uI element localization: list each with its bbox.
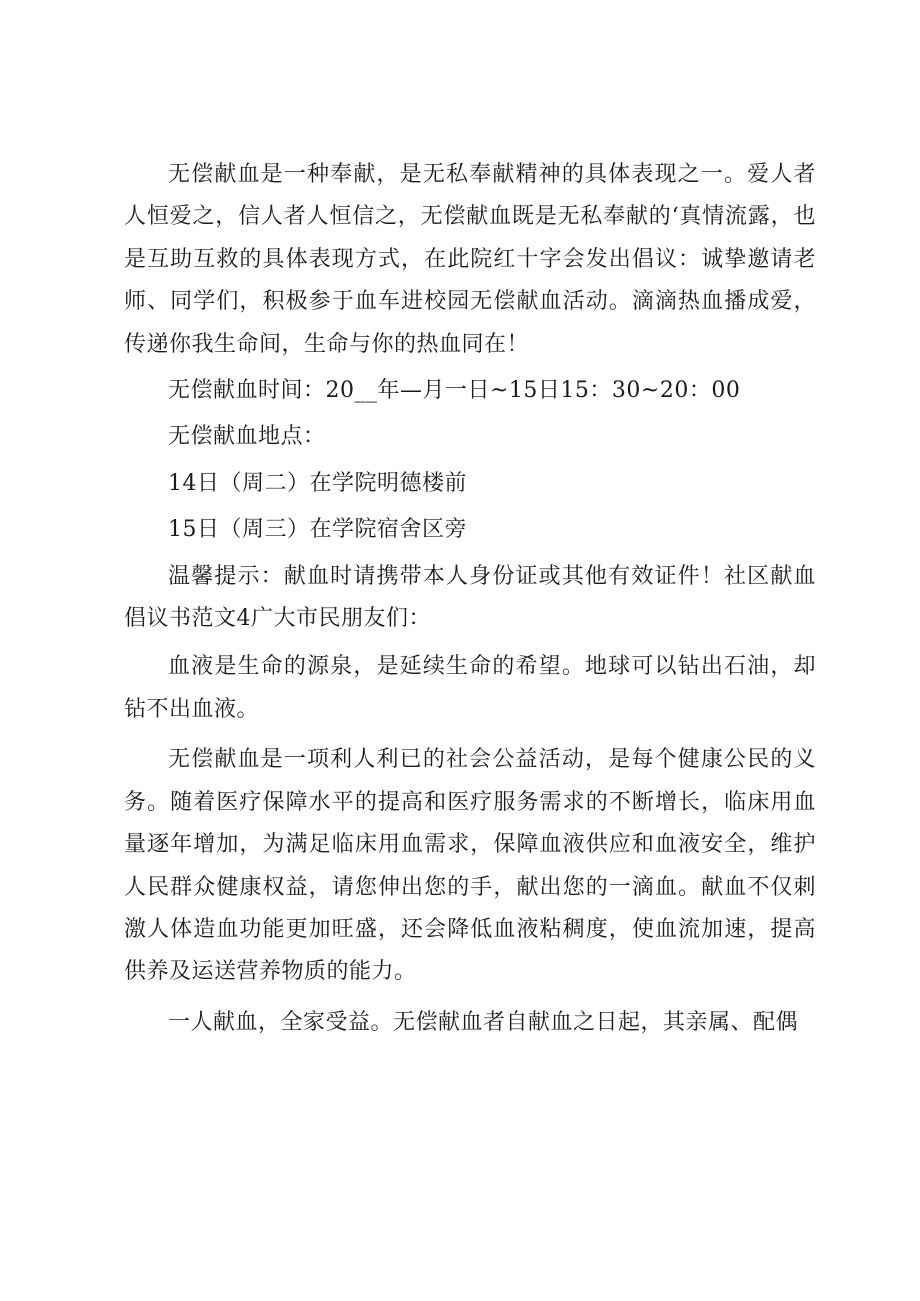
paragraph-intro: 无偿献血是一种奉献，是无私奉献精神的具体表现之一。爱人者人恒爱之，信人者人恒信之，无偿献血既是无私奉献的‘真情流露，也是互助互救的具体表现方式，在此院红十字会发出倡议：诚挚邀请老师、同学们，积极参于血车进校园无偿献血活动。滴滴热血播成爱，传递你我生命间，生命与你的热血同在！ <box>124 162 816 357</box>
paragraph-public-welfare: 无偿献血是一项利人利已的社会公益活动，是每个健康公民的义务。随着医疗保障水平的提高和医疗服务需求的不断增长，临床用血量逐年增加，为满足临床用血需求，保障血液供应和血液安全，维护人民群众健康权益，请您伸出您的手，献出您的一滴血。献血不仅刺激人体造血功能更加旺盛，还会降低血液粘稠度，使血流加速，提高供养及运送营养物质的能力。 <box>124 747 816 985</box>
paragraph-blood-source: 血液是生命的源泉，是延续生命的希望。地球可以钻出石油，却钻不出血液。 <box>124 654 816 722</box>
paragraph-location-day-15: 15日（周三）在学院宿舍区旁 <box>168 517 467 543</box>
paragraph-donation-location-label: 无偿献血地点： <box>168 424 326 450</box>
paragraph-location-day-14: 14日（周二）在学院明德楼前 <box>168 470 467 496</box>
document-body <box>124 154 816 1044</box>
paragraph-family-benefit: 一人献血，全家受益。无偿献血者自献血之日起，其亲属、配偶 <box>168 1009 799 1035</box>
paragraph-reminder: 温馨提示：献血时请携带本人身份证或其他有效证件！社区献血倡议书范文4广大市民朋友们： <box>124 563 816 632</box>
paragraph-donation-time: 无偿献血时间：20__年—月一日~15日15：30~20：00 <box>168 378 741 404</box>
